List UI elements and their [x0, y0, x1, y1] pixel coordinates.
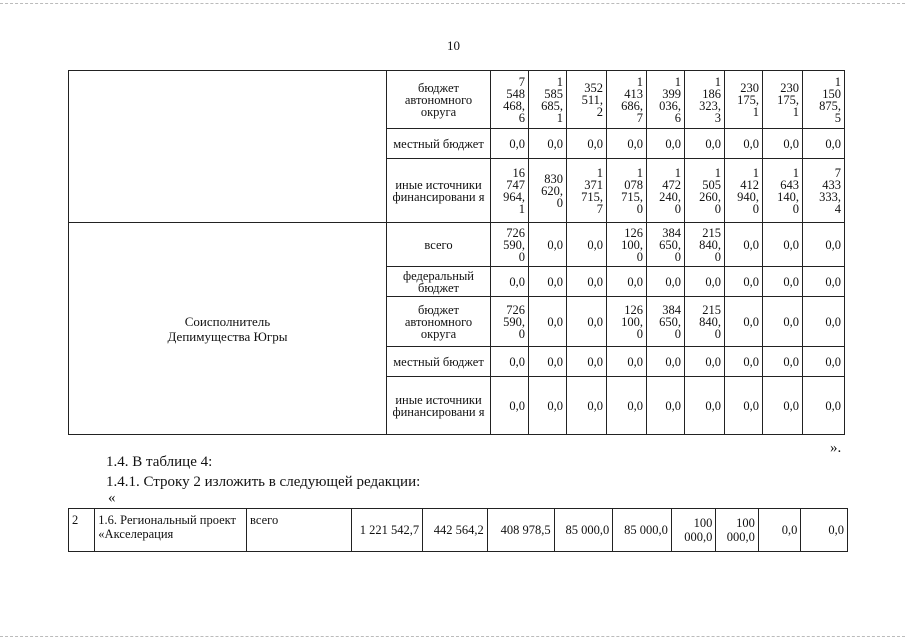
responsible-cell	[69, 71, 387, 223]
value-cell: 384 650, 0	[647, 297, 685, 347]
value-cell: 126 100, 0	[607, 223, 647, 267]
value-cell: 0,0	[763, 129, 803, 159]
value-cell: 0,0	[685, 129, 725, 159]
value-cell: 0,0	[725, 223, 763, 267]
paragraph-1-4-1: 1.4.1. Строку 2 изложить в следующей редакции:	[106, 474, 421, 490]
value-cell: 0,0	[803, 267, 845, 297]
value-cell: 0,0	[607, 377, 647, 435]
value-cell: 0,0	[803, 297, 845, 347]
closing-quote: ».	[830, 440, 842, 456]
value-cell: 0,0	[763, 223, 803, 267]
value-cell: 1 643 140, 0	[763, 159, 803, 223]
value-cell: 830 620, 0	[529, 159, 567, 223]
value-cell: 1 472 240, 0	[647, 159, 685, 223]
value-cell: 1 585 685, 1	[529, 71, 567, 129]
funding-source-label: местный бюджет	[387, 347, 491, 377]
value-cell: 0,0	[647, 267, 685, 297]
value-cell: 0,0	[529, 129, 567, 159]
funding-source-label: иные источники финансировани я	[387, 377, 491, 435]
value-cell: 1 399 036, 6	[647, 71, 685, 129]
page-number: 10	[447, 38, 460, 53]
value-cell: 408 978,5	[487, 509, 554, 552]
value-cell: 0,0	[491, 129, 529, 159]
value-cell: 0,0	[567, 347, 607, 377]
value-cell: 0,0	[567, 267, 607, 297]
value-cell: 0,0	[647, 129, 685, 159]
value-cell: 0,0	[763, 347, 803, 377]
value-cell: 0,0	[803, 347, 845, 377]
value-cell: 0,0	[725, 377, 763, 435]
value-cell: 352 511, 2	[567, 71, 607, 129]
table-4-row-2	[68, 508, 848, 552]
value-cell: 0,0	[647, 377, 685, 435]
value-cell: 0,0	[567, 129, 607, 159]
value-cell: 0,0	[758, 509, 800, 552]
value-cell: 1 505 260, 0	[685, 159, 725, 223]
value-cell: 215 840, 0	[685, 223, 725, 267]
funding-table	[68, 70, 845, 435]
value-cell: 726 590, 0	[491, 223, 529, 267]
value-cell: 0,0	[567, 223, 607, 267]
table-row	[69, 223, 845, 267]
value-cell: 100 000,0	[671, 509, 716, 552]
value-cell: 0,0	[763, 377, 803, 435]
paragraph-1-4: 1.4. В таблице 4:	[106, 454, 213, 470]
funding-source-label: бюджет автономного округа	[387, 71, 491, 129]
value-cell: 0,0	[491, 377, 529, 435]
value-cell: 0,0	[803, 223, 845, 267]
value-cell: 1 078 715, 0	[607, 159, 647, 223]
value-cell: 0,0	[529, 223, 567, 267]
funding-source-label: местный бюджет	[387, 129, 491, 159]
value-cell: 0,0	[491, 347, 529, 377]
value-cell: 1 221 542,7	[352, 509, 423, 552]
value-cell: 0,0	[529, 347, 567, 377]
value-cell: 16 747 964, 1	[491, 159, 529, 223]
value-cell: 0,0	[647, 347, 685, 377]
value-cell: 384 650, 0	[647, 223, 685, 267]
funding-source-label: всего	[387, 223, 491, 267]
value-cell: 1 371 715, 7	[567, 159, 607, 223]
table-row	[69, 71, 845, 129]
value-cell: 0,0	[685, 267, 725, 297]
top-scan-edge	[0, 3, 905, 4]
value-cell: 1 150 875, 5	[803, 71, 845, 129]
value-cell: 0,0	[607, 267, 647, 297]
table-row	[69, 509, 848, 552]
value-cell: 230 175, 1	[725, 71, 763, 129]
funding-source: всего	[247, 509, 352, 552]
value-cell: 0,0	[567, 377, 607, 435]
opening-quote: «	[108, 490, 116, 506]
funding-source-label: иные источники финансировани я	[387, 159, 491, 223]
funding-source-label: бюджет автономного округа	[387, 297, 491, 347]
value-cell: 0,0	[607, 347, 647, 377]
value-cell: 0,0	[763, 267, 803, 297]
value-cell: 0,0	[725, 129, 763, 159]
funding-source-label: федеральный бюджет	[387, 267, 491, 297]
value-cell: 85 000,0	[613, 509, 672, 552]
value-cell: 0,0	[685, 377, 725, 435]
value-cell: 0,0	[529, 377, 567, 435]
value-cell: 0,0	[607, 129, 647, 159]
value-cell: 1 412 940, 0	[725, 159, 763, 223]
value-cell: 0,0	[803, 129, 845, 159]
value-cell: 7 433 333, 4	[803, 159, 845, 223]
value-cell: 85 000,0	[554, 509, 613, 552]
value-cell: 1 413 686, 7	[607, 71, 647, 129]
bottom-scan-edge	[0, 636, 905, 637]
value-cell: 0,0	[803, 377, 845, 435]
value-cell: 0,0	[801, 509, 848, 552]
value-cell: 0,0	[567, 297, 607, 347]
project-name: 1.6. Региональный проект «Акселерация	[95, 509, 247, 552]
value-cell: 0,0	[725, 267, 763, 297]
value-cell: 0,0	[763, 297, 803, 347]
value-cell: 0,0	[529, 267, 567, 297]
value-cell: 0,0	[725, 297, 763, 347]
value-cell: 726 590, 0	[491, 297, 529, 347]
responsible-cell: Соисполнитель Депимущества Югры	[69, 223, 387, 435]
value-cell: 442 564,2	[423, 509, 488, 552]
value-cell: 0,0	[685, 347, 725, 377]
row-number: 2	[69, 509, 95, 552]
value-cell: 126 100, 0	[607, 297, 647, 347]
value-cell: 0,0	[725, 347, 763, 377]
value-cell: 0,0	[529, 297, 567, 347]
value-cell: 7 548 468, 6	[491, 71, 529, 129]
value-cell: 230 175, 1	[763, 71, 803, 129]
value-cell: 215 840, 0	[685, 297, 725, 347]
value-cell: 0,0	[491, 267, 529, 297]
value-cell: 100 000,0	[716, 509, 758, 552]
value-cell: 1 186 323, 3	[685, 71, 725, 129]
